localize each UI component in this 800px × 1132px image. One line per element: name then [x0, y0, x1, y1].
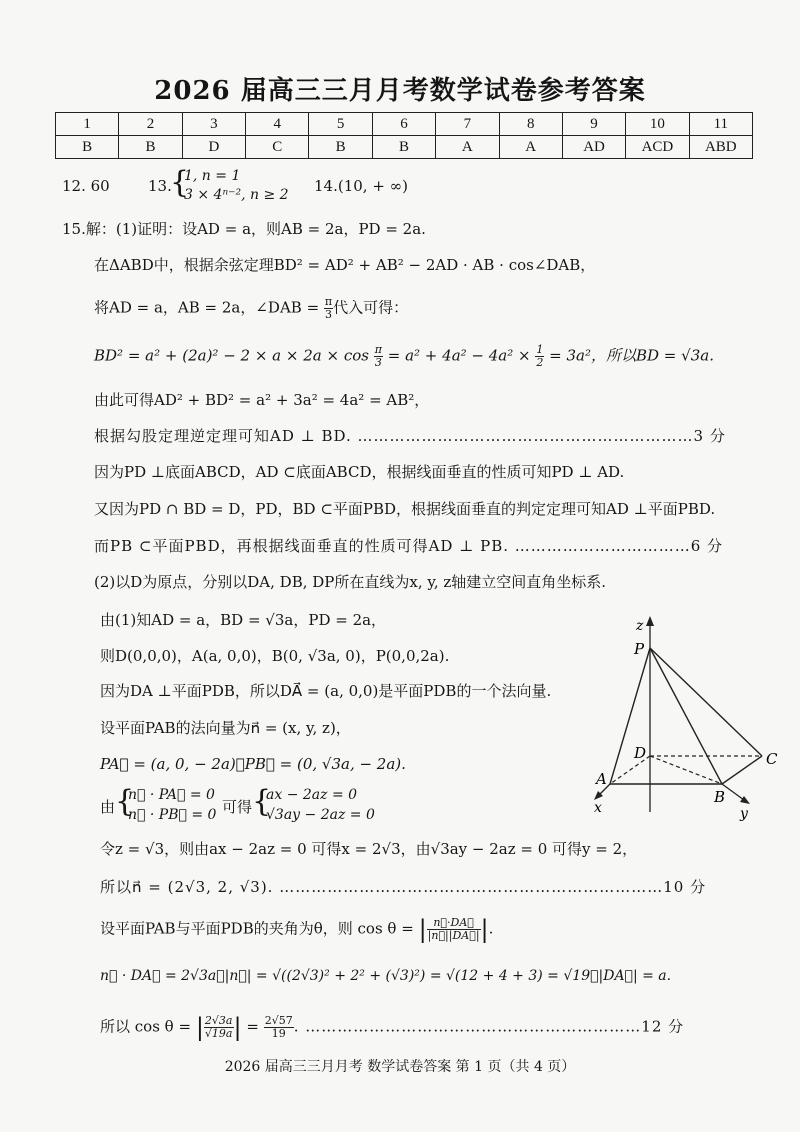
- solution-line: 则D(0,0,0)，A(a, 0,0)，B(0, √3a, 0)，P(0,0,2a).: [100, 647, 450, 665]
- solution-text: = a² + 4a² − 4a² ×: [387, 346, 531, 365]
- answer-cell: AD: [562, 136, 625, 159]
- solution-line: n⃗ · DA⃗ = 2√3a，|n⃗| = √((2√3)² + 2² + (√3)²) = √(12 + 4 + 3) = √19，|DA⃗| = a.: [100, 968, 672, 984]
- question-number: 3: [182, 113, 245, 136]
- fraction: [427, 917, 481, 942]
- fraction: [535, 344, 544, 369]
- solution-line: 所以n⃗ = (2√3, 2, √3). ………………………………………………………………10 分: [100, 878, 707, 896]
- answer-cell: D: [182, 136, 245, 159]
- edge-PB: [650, 648, 722, 784]
- solution-text: . ………………………………………………………12 分: [293, 1017, 685, 1036]
- fraction: [324, 296, 333, 321]
- question-number: 5: [309, 113, 372, 136]
- label-z: z: [636, 618, 644, 634]
- question-number: 4: [246, 113, 309, 136]
- answer-q13-case2: 3 × 4ⁿ⁻², n ≥ 2: [184, 187, 289, 203]
- question-number: 2: [119, 113, 182, 136]
- q13-brace: {: [170, 165, 190, 200]
- system-eq: √3ay − 2az = 0: [266, 807, 375, 823]
- answer-cell: A: [436, 136, 499, 159]
- fraction-num: π: [374, 343, 382, 356]
- question-number: 10: [626, 113, 689, 136]
- fraction: [264, 1015, 294, 1040]
- answer-cell: A: [499, 136, 562, 159]
- fraction-den: √19a: [204, 1027, 233, 1040]
- solution-line: [94, 344, 714, 369]
- solution-line: (2)以D为原点，分别以DA, DB, DP所在直线为x, y, z轴建立空间直角坐标系.: [94, 573, 607, 591]
- solution-line: 所以 cos θ = | $\frac{2√3a}{√19a}$ | = $\frac{2√57}{19}$ . ………………………………………………………12 分: [100, 1013, 685, 1042]
- answer-cell: B: [372, 136, 435, 159]
- system-brace: {: [115, 784, 135, 819]
- answer-cell: ACD: [626, 136, 689, 159]
- fraction-den: 19: [271, 1027, 286, 1040]
- label-B: B: [714, 788, 726, 806]
- fraction: [204, 1015, 234, 1040]
- page-title: 2026 届高三三月月考数学试卷参考答案: [154, 76, 646, 106]
- question-number: 8: [499, 113, 562, 136]
- answer-q12: 12. 60: [62, 177, 110, 195]
- solution-line: 因为DA ⊥平面PDB，所以DA⃗ = (a, 0,0)是平面PDB的一个法向量.: [100, 682, 552, 700]
- pyramid-figure: [580, 612, 790, 824]
- fraction-num: π: [324, 295, 333, 308]
- answer-cell: B: [119, 136, 182, 159]
- answer-cell: C: [246, 136, 309, 159]
- solution-text: BD² = a² + (2a)² − 2 × a × 2a × cos: [94, 346, 369, 365]
- edge-BC: [722, 756, 762, 784]
- answer-q14: 14.(10, + ∞): [314, 177, 409, 195]
- label-P: P: [634, 640, 645, 658]
- answer-cell: B: [56, 136, 119, 159]
- label-C: C: [766, 750, 778, 768]
- answer-table: [55, 112, 753, 159]
- solution-line: 由(1)知AD = a，BD = √3a，PD = 2a，: [100, 611, 387, 629]
- page-footer: 2026 届高三三月月考 数学试卷答案 第 1 页（共 4 页）: [224, 1059, 576, 1075]
- question-number: 6: [372, 113, 435, 136]
- edge-PA: [610, 648, 650, 784]
- solution-text: 所以 cos θ =: [100, 1017, 192, 1036]
- fraction-den: 2: [536, 356, 544, 369]
- fraction-den: |n⃗||DA⃗|: [427, 929, 480, 942]
- y-axis: [722, 784, 744, 800]
- solution-line: 根据勾股定理逆定理可知AD ⊥ BD. ………………………………………………………3 分: [94, 427, 726, 445]
- edge-DB: [650, 756, 722, 784]
- fraction-num: 1: [536, 343, 544, 356]
- solution-line: 在ΔABD中，根据余弦定理BD² = AD² + AB² − 2AD · AB · cos∠DAB，: [94, 256, 596, 274]
- solution-text: 由: [100, 798, 116, 816]
- solution-text: 代入可得：: [333, 298, 409, 317]
- solution-line: 15.解：(1)证明：设AD = a，则AB = 2a，PD = 2a.: [62, 220, 426, 238]
- answer-table-number-row: [56, 113, 753, 136]
- edge-PC: [650, 648, 762, 756]
- fraction-num: 2√3a: [204, 1014, 233, 1027]
- solution-line: 设平面PAB与平面PDB的夹角为θ，则 cos θ = | $\frac{n⃗\cdot DA⃗}{|n⃗||DA⃗|}$ |.: [100, 915, 494, 944]
- question-number: 9: [562, 113, 625, 136]
- solution-text: = 3a²，所以BD = √3a.: [549, 346, 714, 365]
- fraction-num: 2√57: [264, 1014, 293, 1027]
- solution-text: =: [246, 1017, 259, 1036]
- solution-line: PA⃗ = (a, 0, − 2a)，PB⃗ = (0, √3a, − 2a).: [100, 755, 406, 773]
- question-number: 7: [436, 113, 499, 136]
- system-eq: n⃗ · PB⃗ = 0: [128, 807, 217, 823]
- solution-text: 将AD = a，AB = 2a，∠DAB =: [94, 298, 320, 317]
- answer-table-answer-row: [56, 136, 753, 159]
- solution-line: 因为PD ⊥底面ABCD，AD ⊂底面ABCD，根据线面垂直的性质可知PD ⊥ AD.: [94, 463, 625, 481]
- fraction: [374, 344, 383, 369]
- solution-line: 又因为PD ∩ BD = D，PD，BD ⊂平面PBD，根据线面垂直的判定定理可知AD ⊥平面PBD.: [94, 500, 716, 518]
- question-number: 11: [689, 113, 752, 136]
- answer-cell: ABD: [689, 136, 752, 159]
- fraction-num: n⃗·DA⃗: [427, 917, 481, 930]
- solution-line: [94, 296, 408, 321]
- question-number: 1: [56, 113, 119, 136]
- system-brace: {: [252, 784, 272, 819]
- solution-line: 令z = √3，则由ax − 2az = 0 可得x = 2√3，由√3ay − 2az = 0 可得y = 2，: [100, 840, 638, 858]
- solution-text: 设平面PAB与平面PDB的夹角为θ，则 cos θ =: [100, 919, 414, 938]
- z-axis-arrow: [646, 616, 654, 626]
- label-x: x: [594, 800, 602, 816]
- y-axis-arrow: [740, 796, 750, 804]
- answer-cell: B: [309, 136, 372, 159]
- answer-q13-case1: 1, n = 1: [184, 168, 241, 184]
- solution-line: 由此可得AD² + BD² = a² + 3a² = 4a² = AB²，: [94, 391, 430, 409]
- label-y: y: [740, 806, 748, 822]
- solution-line: 设平面PAB的法向量为n⃗ = (x, y, z)，: [100, 719, 351, 737]
- label-A: A: [596, 770, 607, 788]
- solution-line: 而PB ⊂平面PBD，再根据线面垂直的性质可得AD ⊥ PB. ……………………………6 分: [94, 537, 724, 555]
- answer-q13-label: 13.: [148, 177, 172, 195]
- system-eq: n⃗ · PA⃗ = 0: [128, 787, 215, 803]
- fraction-den: 3: [374, 356, 382, 369]
- fraction-den: 3: [325, 308, 333, 321]
- label-D: D: [634, 744, 647, 762]
- system-eq: ax − 2az = 0: [266, 787, 358, 803]
- solution-text: 可得: [222, 798, 253, 816]
